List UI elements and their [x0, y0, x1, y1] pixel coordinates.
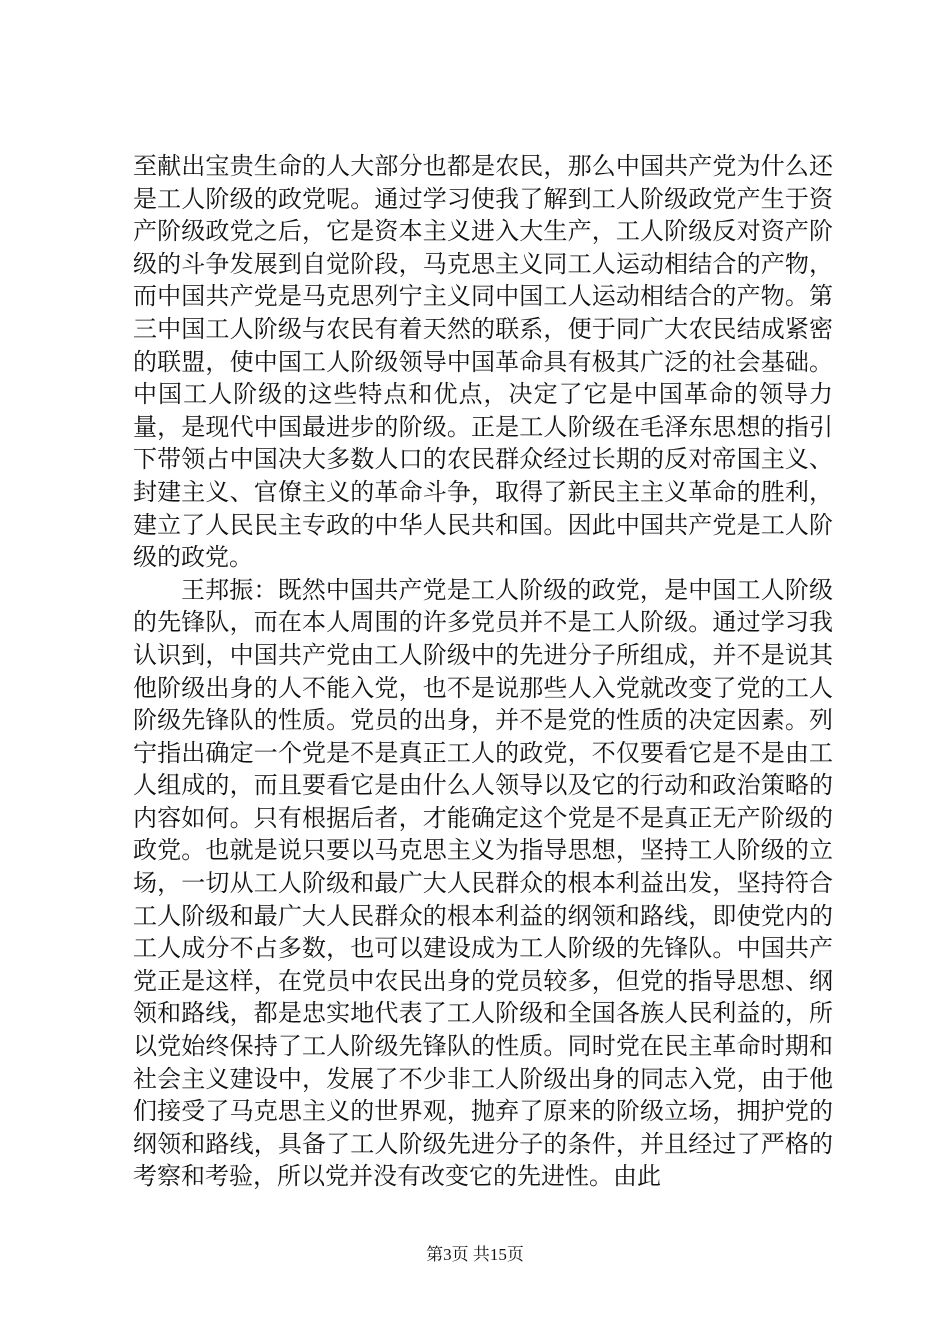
paragraph-wang-bangzhen: 王邦振：既然中国共产党是工人阶级的政党，是中国工人阶级的先锋队，而在本人周围的许多党员并不是工人阶级。通过学习我认识到，中国共产党由工人阶级中的先进分子所组成，并不是说其他阶级出身的人不能入党，也不是说那些人入党就改变了党的工人阶级先锋队的性质。党员的出身，并不是党的性质的决定因素。列宁指出确定一个党是不是真正工人的政党，不仅要看它是不是由工人组成的，而且要看它是由什么人领导以及它的行动和政治策略的内容如何。只有根据后者，才能确定这个党是不是真正无产阶级的政党。也就是说只要以马克思主义为指导思想，坚持工人阶级的立场，一切从工人阶级和最广大人民群众的根本利益出发，坚持符合工人阶级和最广大人民群众的根本利益的纲领和路线，即使党内的工人成分不占多数，也可以建设成为工人阶级的先锋队。中国共产党正是这样，在党员中农民出身的党员较多，但党的指导思想、纲领和路线，都是忠实地代表了工人阶级和全国各族人民利益的，所以党始终保持了工人阶级先锋队的性质。同时党在民主革命时期和社会主义建设中，发展了不少非工人阶级出身的同志入党，由于他们接受了马克思主义的世界观，抛弃了原来的阶级立场，拥护党的纲领和路线，具备了工人阶级先进分子的条件，并且经过了严格的考察和考验，所以党并没有改变它的先进性。由此	[133, 575, 833, 1191]
paragraph-continuation: 至献出宝贵生命的人大部分也都是农民，那么中国共产党为什么还是工人阶级的政党呢。通过学习使我了解到工人阶级政党产生于资产阶级政党之后，它是资本主义进入大生产，工人阶级反对资产阶级的斗争发展到自觉阶段，马克思主义同工人运动相结合的产物，而中国共产党是马克思列宁主义同中国工人运动相结合的产物。第三中国工人阶级与农民有着天然的联系，便于同广大农民结成紧密的联盟，使中国工人阶级领导中国革命具有极其广泛的社会基础。中国工人阶级的这些特点和优点，决定了它是中国革命的领导力量，是现代中国最进步的阶级。正是工人阶级在毛泽东思想的指引下带领占中国决大多数人口的农民群众经过长期的反对帝国主义、封建主义、官僚主义的革命斗争，取得了新民主主义革命的胜利，建立了人民民主专政的中华人民共和国。因此中国共产党是工人阶级的政党。	[133, 152, 833, 572]
page-footer: 第3页 共15页	[426, 1245, 524, 1264]
body-text	[133, 150, 833, 1193]
